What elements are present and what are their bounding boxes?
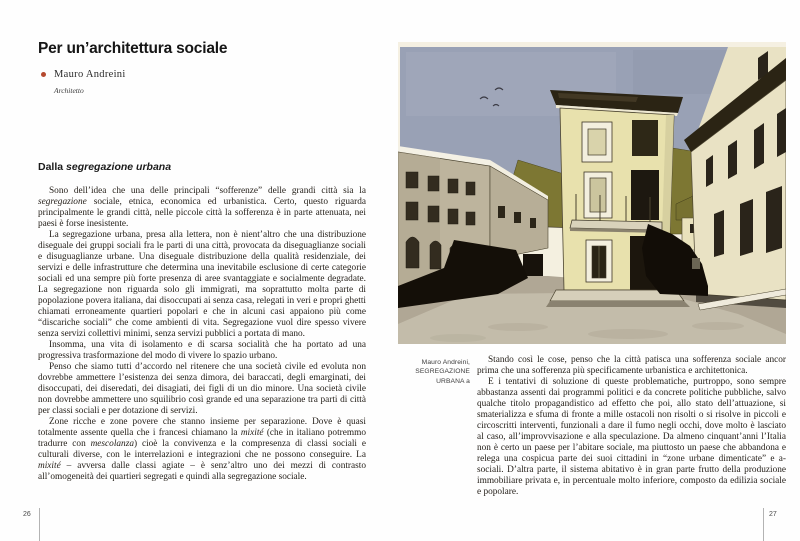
paragraph: E i tentativi di soluzione di queste problematiche, purtroppo, sono sempre abbastanza assenti dai programmi politici e da concrete politiche pubbliche, salvo qualche titolo propagandistico ad effetto che poi, allo stato dell’attuazione, si smaterializza e sfuma di fronte a mille ostacoli non risolti o si risolve in piccoli e circoscritti interventi, funzionali a dare il fumo negli occhi, dove molto è lasciato al caso, all’improvvisazione e alla speculazione. Da almeno cinquant’anni l’Italia non è certo un paese per l’abitare sociale, ma piuttosto un paese che abbandona e relega una cospicua parte dei suoi cittadini in “zone urbane dimenticate” e a-sociali. D’altra parte, il sistema abitativo è in gran parte frutto della produzione immobiliare privata e, in percentuale molto inferiore, composto da edilizia sociale e popolare. [477,377,786,497]
paragraph: Sono dell’idea che una delle principali “sofferenze” delle grandi città sia la segregazione sociale, etnica, economica ed urbanistica. Certo, questo riguarda principalmente le grandi città, nelle piccole città la sofferenza è in parte attenuata, nei paesi è forse inesistente. [38,186,366,229]
section-heading-emphasis: segregazione urbana [66,161,172,173]
section-heading [38,161,171,173]
paragraph: Stando così le cose, penso che la città patisca una sofferenza sociale ancor prima che una sofferenza più specificamente urbanistica e architettonica. [477,355,786,376]
paragraph: Penso che siamo tutti d’accordo nel ritenere che una società civile ed evoluta non dovrebbe ammettere l’esistenza dei senza dimora, dei baraccati, degli emarginati, dei disoccupati, dei diseredati, dei disagiati, dei figli di un dio minore. Una società civile non dovrebbe ammettere uno squilibrio così grande ed una separazione tra parti di città per classi sociali e per dotazione di servizi. [38,362,366,416]
author-name: Mauro Andreini [54,69,126,80]
footer-rule-left [39,508,40,541]
illustration [398,42,786,344]
page-number-left: 26 [23,511,31,518]
caption-line: URBANA a [436,377,470,385]
caption-line: Mauro Andreini, [421,359,470,366]
caption-line: SEGREGAZIONE [415,368,470,376]
paragraph: La segregazione urbana, presa alla lettera, non è nient’altro che una distribuzione diseguale dei gruppi sociali fra le parti di una città, provocata da diseguaglianze sociali e disuguaglianze urbane. Una diseguale distribuzione della qualità residenziale, dei servizi e delle infrastrutture che determina una inevitabile esclusione di certe categorie sociali ed una sempre più forte presenza di aree svantaggiate e socialmente degradate. La segregazione non riguarda solo gli immigrati, ma soprattutto molta parte di popolazione povera italiana, dai disoccupati ai senza casa, relegati in veri e propri ghetti chiamati erroneamente quartieri popolari e che in alcuni casi appaiono più come “discariche sociali” che come ambienti di vita. Segregazione vuol dire spesso vivere senza servizi collettivi minimi, senza servizi pubblici a portata di mano. [38,230,366,339]
page-number-right: 27 [769,511,777,518]
illustration-caption [398,358,470,386]
paragraph: Insomma, una vita di isolamento e di scarsa socialità che ha portato ad una progressiva trasformazione del modo di vivere lo spazio urbano. [38,340,366,361]
author-role: Architetto [54,86,84,95]
left-page-body [38,186,366,483]
author-bullet-icon [41,72,46,77]
page-title: Per un’architettura sociale [38,40,228,57]
footer-rule-right [763,508,764,541]
section-heading-prefix: Dalla [38,161,64,173]
byline [41,69,126,80]
right-page-body [477,355,786,498]
watercolor-street-scene [398,42,786,344]
paragraph: Zone ricche e zone povere che stanno insieme per separazione. Dove è quasi totalmente assente quella che i francesi chiamano la mixité (che in italiano potremmo tradurre con mescolanza) cioè la convivenza e la compresenza di classi sociali e culturali diverse, con le interrelazioni e integrazioni che ne possono conseguire. La mixité – avversa dalle classi agiate – è senz’altro uno dei mezzi di contrasto all’omogeneità dei quartieri segregati e quindi alla segregazione sociale. [38,417,367,482]
